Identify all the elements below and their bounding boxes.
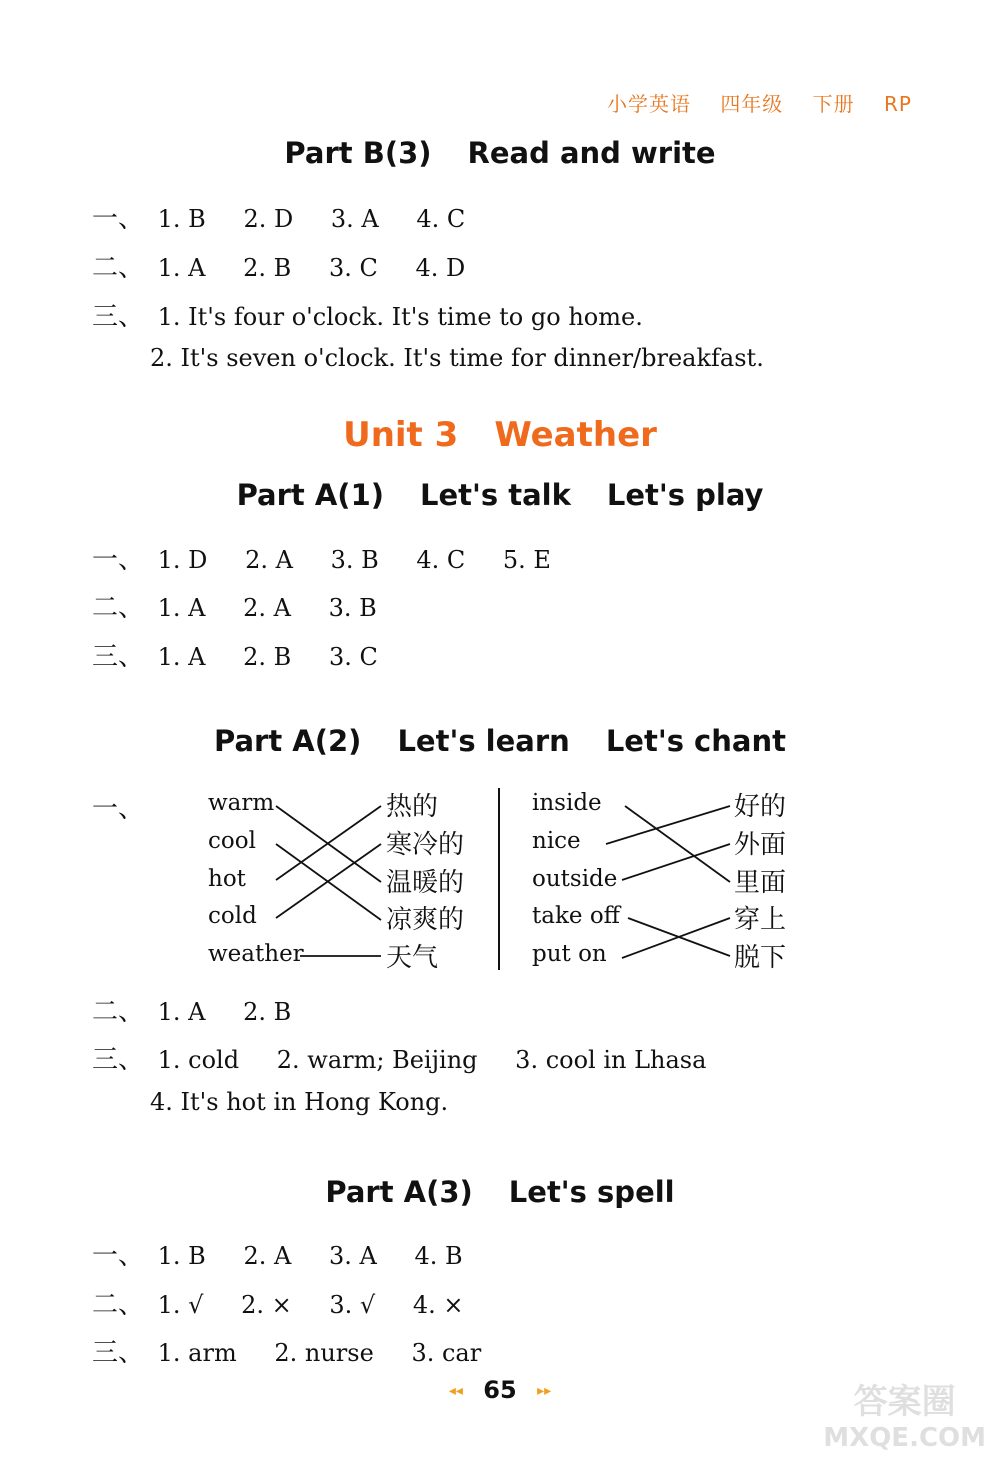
- header-subject: 小学英语: [606, 92, 691, 116]
- next-arrows-icon: ▸▸: [537, 1383, 552, 1399]
- answer-line: 一、: [92, 794, 145, 824]
- match-word: take off: [532, 903, 621, 929]
- match-meaning: 里面: [734, 868, 787, 898]
- header-volume: 下册: [812, 92, 855, 116]
- match-word: put on: [532, 941, 607, 967]
- section-title-b3: Part B(3) Read and write: [284, 136, 716, 170]
- answer-line: 二、 1. A 2. B 3. C 4. D: [92, 253, 466, 283]
- answer-line: 一、 1. D 2. A 3. B 4. C 5. E: [92, 545, 551, 575]
- match-word: weather: [208, 941, 304, 967]
- match-word: outside: [532, 866, 618, 892]
- match-word: cold: [208, 903, 257, 929]
- match-meaning: 寒冷的: [386, 830, 465, 860]
- match-word: nice: [532, 828, 581, 854]
- match-meaning: 热的: [386, 792, 439, 822]
- match-word: hot: [208, 866, 246, 892]
- answer-line: 二、 1. √ 2. × 3. √ 4. ×: [92, 1290, 464, 1320]
- page-number: 65: [483, 1376, 517, 1404]
- match-meaning: 穿上: [734, 905, 787, 935]
- section-title-a1: Part A(1) Let's talk Let's play: [236, 478, 764, 512]
- match-meaning: 天气: [386, 943, 439, 973]
- answer-line: 三、 1. It's four o'clock. It's time to go home.: [92, 302, 643, 332]
- match-line: [625, 806, 730, 882]
- match-meaning: 温暖的: [386, 868, 465, 898]
- header-grade: 四年级: [720, 92, 784, 116]
- match-meaning: 凉爽的: [386, 905, 465, 935]
- match-word: warm: [208, 790, 275, 816]
- answer-line: 一、 1. B 2. D 3. A 4. C: [92, 204, 466, 234]
- answer-line: 二、 1. A 2. B: [92, 997, 292, 1027]
- prev-arrows-icon: ◂◂: [448, 1383, 463, 1399]
- section-title-a3: Part A(3) Let's spell: [325, 1175, 675, 1209]
- match-line: [622, 844, 730, 880]
- section-title-a2: Part A(2) Let's learn Let's chant: [214, 724, 786, 758]
- answer-line: 三、 1. arm 2. nurse 3. car: [92, 1338, 482, 1368]
- match-meaning: 好的: [734, 792, 787, 822]
- answer-line: 一、 1. B 2. A 3. A 4. B: [92, 1241, 463, 1271]
- match-word: inside: [532, 790, 602, 816]
- match-word: cool: [208, 828, 256, 854]
- answer-line: 4. It's hot in Hong Kong.: [150, 1088, 449, 1116]
- header-edition: RP: [884, 92, 912, 116]
- unit-title: Unit 3 Weather: [343, 415, 657, 455]
- match-line: [622, 918, 730, 958]
- match-meaning: 脱下: [734, 943, 787, 973]
- answer-line: 三、 1. A 2. B 3. C: [92, 642, 378, 672]
- answer-line: 三、 1. cold 2. warm; Beijing 3. cool in Lhasa: [92, 1045, 707, 1075]
- answer-line: 二、 1. A 2. A 3. B: [92, 593, 377, 623]
- match-meaning: 外面: [734, 830, 787, 860]
- match-line: [606, 806, 730, 844]
- answer-line: 2. It's seven o'clock. It's time for dinner/breakfast.: [150, 344, 764, 372]
- watermark-logo: 答案圈 MXQE.COM: [823, 1382, 986, 1453]
